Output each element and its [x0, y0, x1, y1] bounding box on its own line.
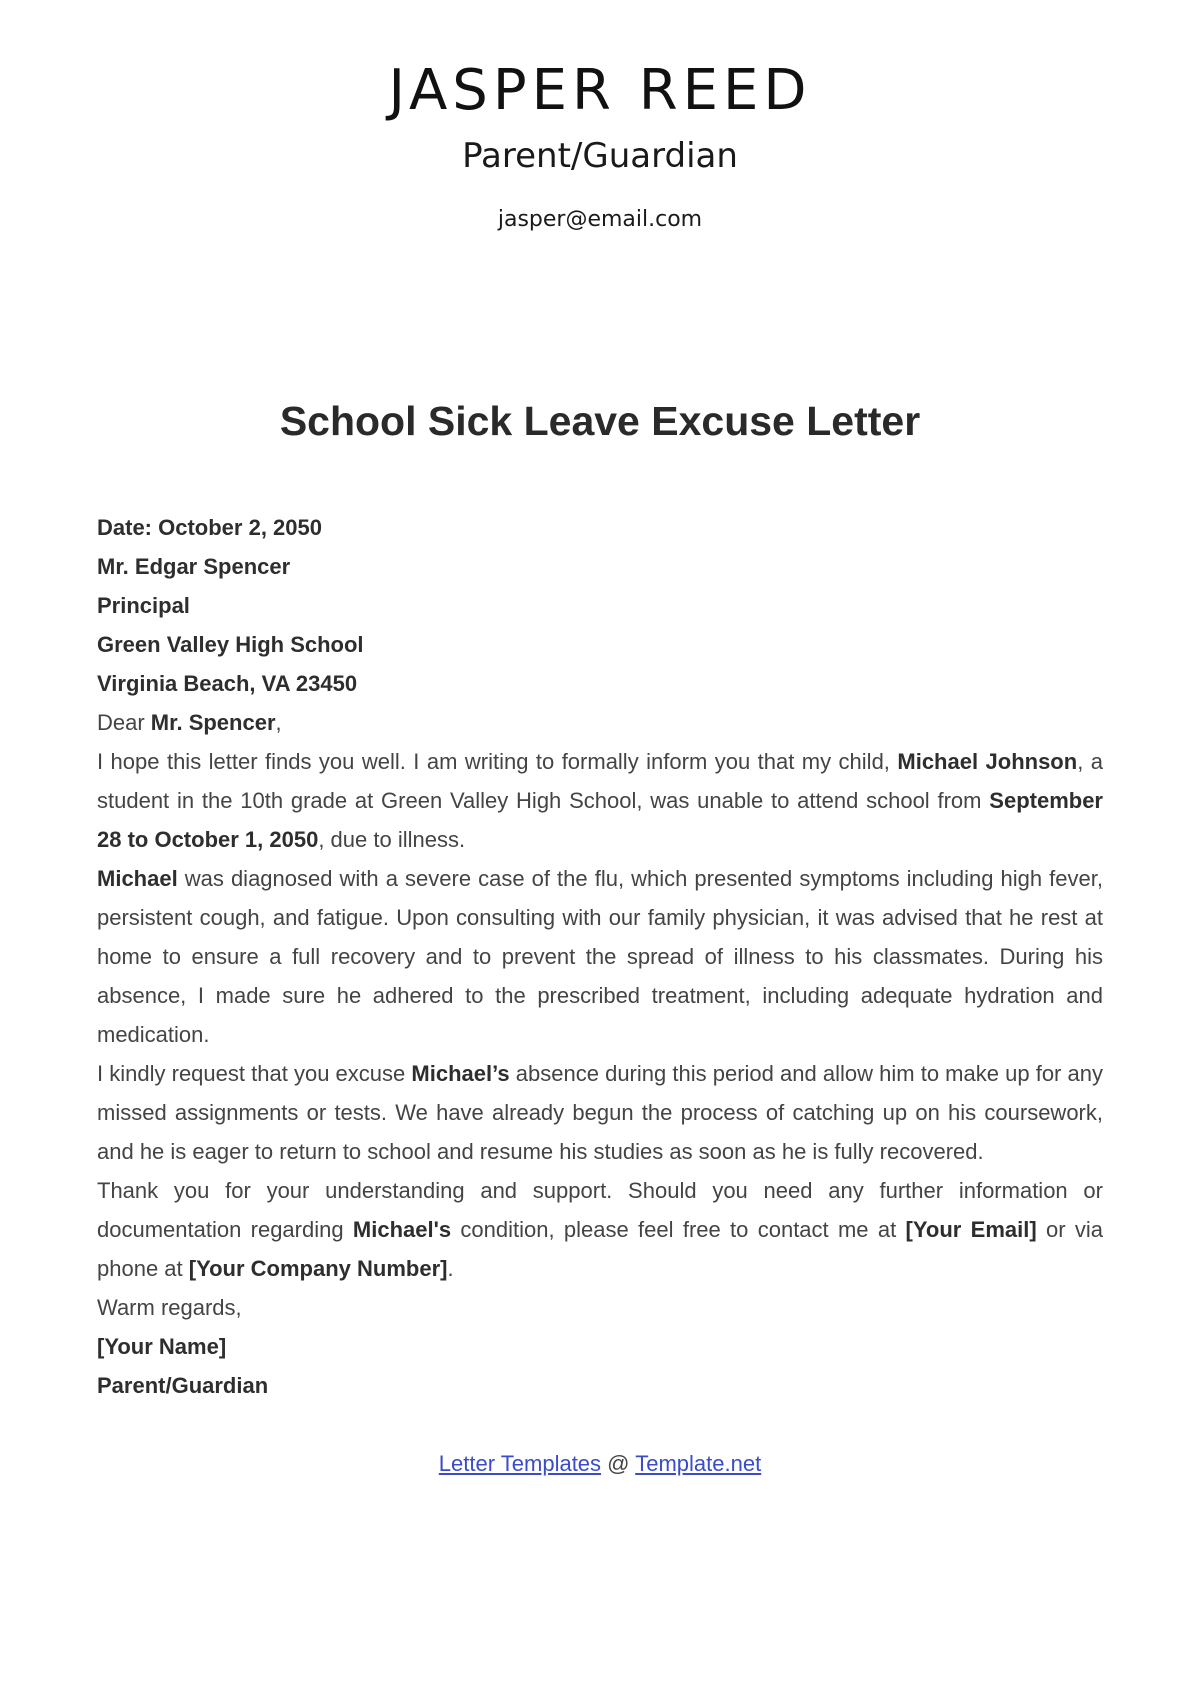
p2-bold-1: Michael — [97, 866, 178, 891]
p4-text-4: . — [447, 1256, 454, 1281]
salutation-prefix: Dear — [97, 710, 151, 735]
template-net-link[interactable]: Template.net — [635, 1451, 762, 1476]
closing-role: Parent/Guardian — [97, 1373, 269, 1398]
salutation-name: Mr. Spencer — [150, 710, 276, 735]
paragraph-4 — [97, 1171, 1103, 1288]
p3-text-2: absence during this period and allow him to make up for any missed assignments or tests. We have already begun the process of catching up on his coursework, and he is eager to return to school and resume his studies as soon as he is fully recovered. — [97, 1061, 1103, 1164]
letter-date: Date: October 2, 2050 — [97, 515, 322, 540]
sender-email: jasper@email.com — [497, 207, 703, 232]
document-title: School Sick Leave Excuse Letter — [279, 398, 921, 444]
p4-bold-3: [Your Company Number] — [188, 1256, 448, 1281]
recipient-position: Principal — [97, 593, 190, 618]
p3-text-1: I kindly request that you excuse — [97, 1061, 412, 1086]
p4-text-2: condition, please feel free to contact me at — [451, 1217, 906, 1242]
p1-text-1: I hope this letter finds you well. I am writing to formally inform you that my child, — [97, 749, 898, 774]
p1-text-3: , due to illness. — [318, 827, 466, 852]
closing-name: [Your Name] — [97, 1334, 227, 1359]
salutation-suffix: , — [275, 710, 282, 735]
sender-role: Parent/Guardian — [462, 136, 738, 176]
recipient-school: Green Valley High School — [97, 632, 364, 657]
letter-templates-link[interactable]: Letter Templates — [438, 1451, 602, 1476]
recipient-address: Virginia Beach, VA 23450 — [97, 671, 358, 696]
p4-bold-1: Michael's — [352, 1217, 452, 1242]
paragraph-1 — [97, 742, 1103, 859]
p1-bold-1: Michael Johnson — [897, 749, 1078, 774]
p2-text-1: was diagnosed with a severe case of the flu, which presented symptoms including high fever, persistent cough, and fatigue. Upon consulting with our family physician, it was advised that he rest at home to ensure a full recovery and to prevent the spread of illness to his classmates. During his absence, I made sure he adhered to the prescribed treatment, including adequate hydration and medication. — [97, 866, 1103, 1047]
letter-body — [97, 508, 1103, 1405]
paragraph-2 — [97, 859, 1103, 1054]
p4-bold-2: [Your Email] — [905, 1217, 1037, 1242]
footer — [0, 1451, 1200, 1477]
p4-text-1: Thank you for your understanding and support. Should you need any further information or documentation regarding — [97, 1178, 1103, 1242]
salutation — [97, 703, 1103, 742]
p4-text-3: or via phone at — [97, 1217, 1104, 1281]
p3-bold-1: Michael’s — [411, 1061, 510, 1086]
p1-bold-2: September 28 to October 1, 2050 — [97, 788, 1103, 852]
paragraph-3 — [97, 1054, 1103, 1171]
footer-separator: @ — [601, 1451, 636, 1476]
p1-text-2: , a student in the 10th grade at Green Valley High School, was unable to attend school from — [97, 749, 1103, 813]
sender-name: JASPER REED — [388, 58, 812, 123]
recipient-name: Mr. Edgar Spencer — [97, 554, 291, 579]
closing-regards: Warm regards, — [97, 1295, 242, 1320]
